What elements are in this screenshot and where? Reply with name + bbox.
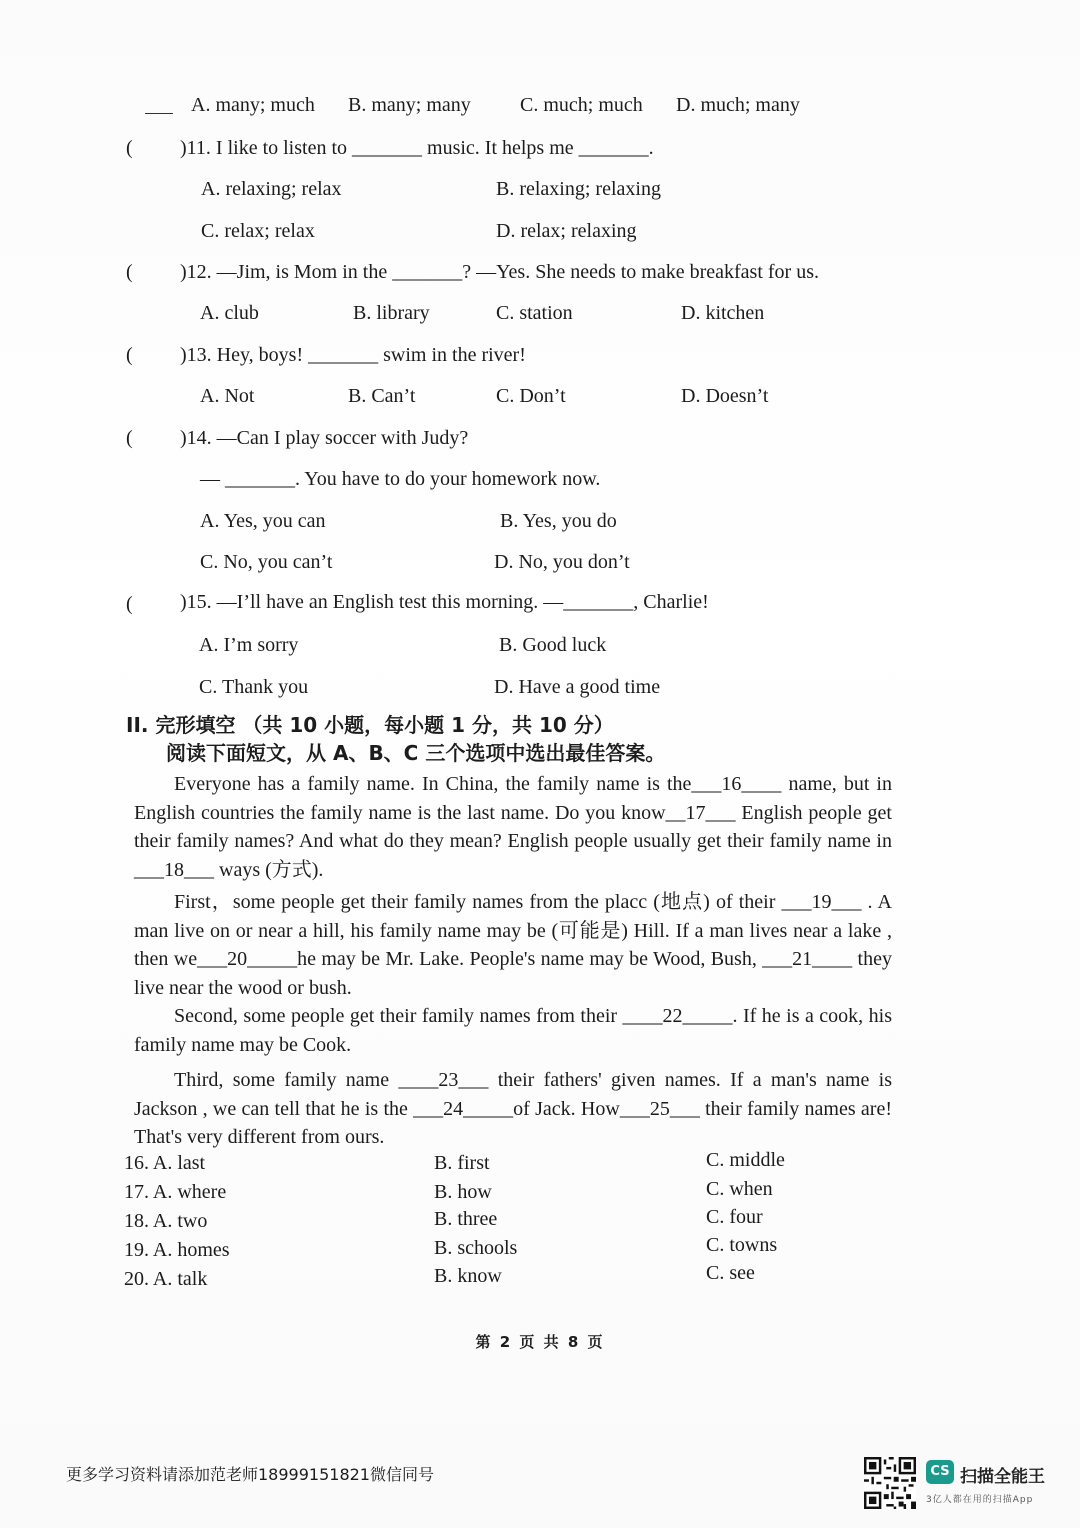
q14-answer-paren: ( [126, 427, 133, 449]
cloze-paragraph-2-text: First，some people get their family names from the placc (地点) of their ___19___ . A man live on or near a hill, his family name may be (可能是) Hill. If a man lives near a lake , then we___20_____he may be Mr. Lake. People's name may be Wood, Bush, ___21____ they live near the wood or bush. [134, 891, 892, 999]
q13-option-d: D. Doesn’t [681, 385, 769, 407]
cloze-option-c: C. towns [706, 1234, 778, 1256]
q11-option-c: C. relax; relax [201, 220, 315, 242]
cloze-option-b: B. know [434, 1265, 502, 1287]
cloze-option-a: 18. A. two [124, 1210, 208, 1232]
q14-option-a: A. Yes, you can [200, 510, 326, 532]
cloze-paragraph-1 [134, 770, 892, 884]
q11-option-a: A. relaxing; relax [201, 178, 342, 200]
q15-answer-paren: ( [126, 593, 133, 615]
cloze-option-b: B. how [434, 1181, 492, 1203]
cloze-option-a: 19. A. homes [124, 1239, 230, 1261]
camscanner-logo-icon: CS [926, 1460, 954, 1484]
q12-option-c: C. station [496, 302, 573, 324]
cloze-paragraph-2 [134, 888, 892, 1002]
q10-option-c: C. much; much [520, 94, 643, 116]
q10-answer-blank [145, 113, 173, 114]
cloze-paragraph-4 [134, 1066, 892, 1152]
q15-option-c: C. Thank you [199, 676, 309, 698]
q11-answer-paren: ( [126, 137, 133, 159]
q10-option-b: B. many; many [348, 94, 471, 116]
cloze-paragraph-1-text: Everyone has a family name. In China, the family name is the___16____ name, but in English countries the family name is the last name. Do you know__17___ English people get their family names? And what do they mean? English people usually get their family name in ___18___ ways (方式). [134, 773, 892, 881]
cloze-option-a: 20. A. talk [124, 1268, 208, 1290]
cloze-paragraph-3-text: Second, some people get their family names from their ____22_____. If he is a cook, his family name may be Cook. [134, 1005, 892, 1056]
q11-option-d: D. relax; relaxing [496, 220, 637, 242]
cloze-option-a: 16. A. last [124, 1152, 206, 1174]
q14-response: — _______. You have to do your homework now. [200, 468, 601, 490]
section-instruction: 阅读下面短文，从 A、B、C 三个选项中选出最佳答案。 [166, 741, 666, 765]
q13-stem: )13. Hey, boys! _______ swim in the river! [180, 344, 526, 366]
q13-option-c: C. Don’t [496, 385, 566, 407]
app-name: 扫描全能王 [960, 1467, 1045, 1487]
cloze-option-c: C. middle [706, 1149, 785, 1171]
cloze-option-c: C. four [706, 1206, 763, 1228]
q13-option-a: A. Not [200, 385, 255, 407]
cloze-paragraph-3 [134, 1002, 892, 1059]
q12-stem: )12. —Jim, is Mom in the _______? —Yes. She needs to make breakfast for us. [180, 261, 820, 283]
cloze-option-b: B. three [434, 1208, 498, 1230]
q11-option-b: B. relaxing; relaxing [496, 178, 661, 200]
cloze-option-c: C. when [706, 1178, 773, 1200]
q14-option-d: D. No, you don’t [494, 551, 630, 573]
q12-option-d: D. kitchen [681, 302, 765, 324]
q10-option-d: D. much; many [676, 94, 800, 116]
q14-option-b: B. Yes, you do [500, 510, 617, 532]
q10-option-a: A. many; much [191, 94, 315, 116]
q13-answer-paren: ( [126, 344, 133, 366]
q15-option-a: A. I’m sorry [199, 634, 299, 656]
page-number: 第 2 页 共 8 页 [475, 1333, 605, 1351]
q15-option-b: B. Good luck [499, 634, 607, 656]
cloze-option-c: C. see [706, 1262, 755, 1284]
cloze-option-a: 17. A. where [124, 1181, 227, 1203]
cloze-option-b: B. first [434, 1152, 490, 1174]
q13-option-b: B. Can’t [348, 385, 416, 407]
q14-stem: )14. —Can I play soccer with Judy? [180, 427, 469, 449]
promo-text: 更多学习资料请添加范老师18999151821微信同号 [66, 1465, 434, 1484]
q11-stem: )11. I like to listen to _______ music. It helps me _______. [180, 137, 654, 159]
q12-option-a: A. club [200, 302, 259, 324]
q12-answer-paren: ( [126, 261, 133, 283]
q14-option-c: C. No, you can’t [200, 551, 333, 573]
section-title: II. 完形填空 （共 10 小题，每小题 1 分，共 10 分） [126, 713, 614, 737]
app-tagline: 3亿人都在用的扫描App [926, 1495, 1034, 1505]
cloze-paragraph-4-text: Third, some family name ____23___ their fathers' given names. If a man's name is Jackson , we can tell that he is the ___24_____of Jack. How___25___ their family names are! That's very different from ours. [134, 1069, 892, 1148]
q15-stem: )15. —I’ll have an English test this morning. —_______, Charlie! [180, 591, 709, 613]
q15-option-d: D. Have a good time [494, 676, 661, 698]
q12-option-b: B. library [353, 302, 430, 324]
qr-code-icon [864, 1457, 916, 1509]
cloze-option-b: B. schools [434, 1237, 518, 1259]
